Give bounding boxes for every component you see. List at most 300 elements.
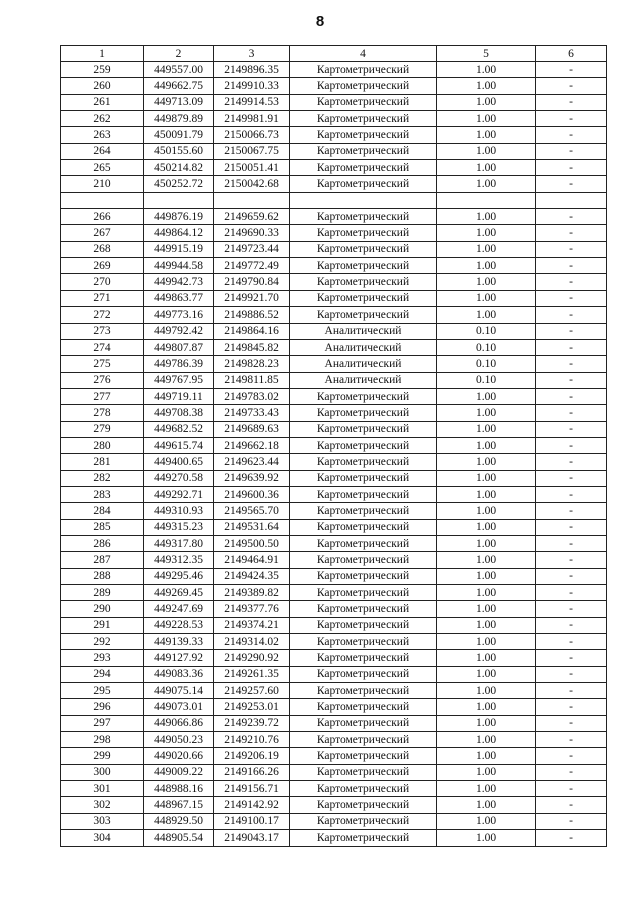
method-cell: Аналитический xyxy=(290,372,437,388)
x-coordinate-cell: 449317.80 xyxy=(144,535,214,551)
note-cell: - xyxy=(536,160,607,176)
note-cell: - xyxy=(536,323,607,339)
empty-cell xyxy=(290,192,437,208)
note-cell: - xyxy=(536,258,607,274)
point-number-cell: 259 xyxy=(61,62,144,78)
table-row xyxy=(61,258,607,274)
table-row xyxy=(61,715,607,731)
note-cell: - xyxy=(536,290,607,306)
table-row xyxy=(61,160,607,176)
table-row xyxy=(61,143,607,159)
header-row xyxy=(61,46,607,62)
table-row xyxy=(61,519,607,535)
accuracy-cell: 1.00 xyxy=(437,290,536,306)
note-cell: - xyxy=(536,617,607,633)
method-cell: Картометрический xyxy=(290,634,437,650)
y-coordinate-cell: 2150042.68 xyxy=(214,176,290,192)
x-coordinate-cell: 449863.77 xyxy=(144,290,214,306)
y-coordinate-cell: 2149253.01 xyxy=(214,699,290,715)
coordinates-table xyxy=(60,45,607,847)
y-coordinate-cell: 2149389.82 xyxy=(214,585,290,601)
method-cell: Картометрический xyxy=(290,732,437,748)
note-cell: - xyxy=(536,699,607,715)
x-coordinate-cell: 449915.19 xyxy=(144,241,214,257)
x-coordinate-cell: 449009.22 xyxy=(144,764,214,780)
y-coordinate-cell: 2149783.02 xyxy=(214,388,290,404)
x-coordinate-cell: 449083.36 xyxy=(144,666,214,682)
x-coordinate-cell: 449292.71 xyxy=(144,486,214,502)
accuracy-cell: 1.00 xyxy=(437,160,536,176)
x-coordinate-cell: 449066.86 xyxy=(144,715,214,731)
accuracy-cell: 1.00 xyxy=(437,388,536,404)
note-cell: - xyxy=(536,830,607,846)
point-number-cell: 274 xyxy=(61,339,144,355)
note-cell: - xyxy=(536,813,607,829)
method-cell: Аналитический xyxy=(290,323,437,339)
method-cell: Картометрический xyxy=(290,486,437,502)
x-coordinate-cell: 450091.79 xyxy=(144,127,214,143)
note-cell: - xyxy=(536,62,607,78)
note-cell: - xyxy=(536,241,607,257)
accuracy-cell: 1.00 xyxy=(437,78,536,94)
method-cell: Картометрический xyxy=(290,62,437,78)
y-coordinate-cell: 2149500.50 xyxy=(214,535,290,551)
note-cell: - xyxy=(536,421,607,437)
method-cell: Картометрический xyxy=(290,241,437,257)
note-cell: - xyxy=(536,486,607,502)
y-coordinate-cell: 2149910.33 xyxy=(214,78,290,94)
note-cell: - xyxy=(536,715,607,731)
x-coordinate-cell: 449879.89 xyxy=(144,111,214,127)
method-cell: Картометрический xyxy=(290,699,437,715)
point-number-cell: 265 xyxy=(61,160,144,176)
accuracy-cell: 1.00 xyxy=(437,699,536,715)
point-number-cell: 303 xyxy=(61,813,144,829)
accuracy-cell: 1.00 xyxy=(437,307,536,323)
note-cell: - xyxy=(536,437,607,453)
method-cell: Картометрический xyxy=(290,421,437,437)
point-number-cell: 291 xyxy=(61,617,144,633)
y-coordinate-cell: 2149690.33 xyxy=(214,225,290,241)
accuracy-cell: 1.00 xyxy=(437,601,536,617)
empty-cell xyxy=(61,192,144,208)
accuracy-cell: 1.00 xyxy=(437,535,536,551)
note-cell: - xyxy=(536,683,607,699)
method-cell: Картометрический xyxy=(290,535,437,551)
method-cell: Картометрический xyxy=(290,470,437,486)
note-cell: - xyxy=(536,388,607,404)
method-cell: Картометрический xyxy=(290,552,437,568)
column-header: 1 xyxy=(61,46,144,62)
x-coordinate-cell: 449792.42 xyxy=(144,323,214,339)
point-number-cell: 286 xyxy=(61,535,144,551)
y-coordinate-cell: 2149290.92 xyxy=(214,650,290,666)
x-coordinate-cell: 449295.46 xyxy=(144,568,214,584)
y-coordinate-cell: 2149565.70 xyxy=(214,503,290,519)
x-coordinate-cell: 449127.92 xyxy=(144,650,214,666)
y-coordinate-cell: 2149662.18 xyxy=(214,437,290,453)
point-number-cell: 294 xyxy=(61,666,144,682)
x-coordinate-cell: 449269.45 xyxy=(144,585,214,601)
point-number-cell: 278 xyxy=(61,405,144,421)
y-coordinate-cell: 2149723.44 xyxy=(214,241,290,257)
point-number-cell: 299 xyxy=(61,748,144,764)
point-number-cell: 281 xyxy=(61,454,144,470)
accuracy-cell: 1.00 xyxy=(437,225,536,241)
accuracy-cell: 1.00 xyxy=(437,127,536,143)
table-row xyxy=(61,323,607,339)
column-header: 6 xyxy=(536,46,607,62)
note-cell: - xyxy=(536,94,607,110)
table-row xyxy=(61,421,607,437)
x-coordinate-cell: 449247.69 xyxy=(144,601,214,617)
point-number-cell: 268 xyxy=(61,241,144,257)
accuracy-cell: 1.00 xyxy=(437,732,536,748)
method-cell: Картометрический xyxy=(290,307,437,323)
note-cell: - xyxy=(536,274,607,290)
x-coordinate-cell: 449807.87 xyxy=(144,339,214,355)
point-number-cell: 275 xyxy=(61,356,144,372)
method-cell: Картометрический xyxy=(290,715,437,731)
accuracy-cell: 1.00 xyxy=(437,634,536,650)
x-coordinate-cell: 450214.82 xyxy=(144,160,214,176)
table-row xyxy=(61,666,607,682)
table-row xyxy=(61,781,607,797)
table-row xyxy=(61,732,607,748)
empty-cell xyxy=(536,192,607,208)
y-coordinate-cell: 2149921.70 xyxy=(214,290,290,306)
table-row xyxy=(61,176,607,192)
note-cell: - xyxy=(536,519,607,535)
method-cell: Картометрический xyxy=(290,748,437,764)
accuracy-cell: 1.00 xyxy=(437,454,536,470)
point-number-cell: 290 xyxy=(61,601,144,617)
x-coordinate-cell: 449773.16 xyxy=(144,307,214,323)
column-header: 2 xyxy=(144,46,214,62)
point-number-cell: 292 xyxy=(61,634,144,650)
x-coordinate-cell: 449139.33 xyxy=(144,634,214,650)
table-row xyxy=(61,601,607,617)
accuracy-cell: 1.00 xyxy=(437,274,536,290)
y-coordinate-cell: 2149156.71 xyxy=(214,781,290,797)
table-row xyxy=(61,503,607,519)
point-number-cell: 260 xyxy=(61,78,144,94)
table-row xyxy=(61,241,607,257)
x-coordinate-cell: 450252.72 xyxy=(144,176,214,192)
accuracy-cell: 1.00 xyxy=(437,405,536,421)
method-cell: Картометрический xyxy=(290,437,437,453)
method-cell: Картометрический xyxy=(290,127,437,143)
method-cell: Картометрический xyxy=(290,830,437,846)
point-number-cell: 289 xyxy=(61,585,144,601)
table-row xyxy=(61,650,607,666)
point-number-cell: 298 xyxy=(61,732,144,748)
point-number-cell: 276 xyxy=(61,372,144,388)
accuracy-cell: 1.00 xyxy=(437,519,536,535)
note-cell: - xyxy=(536,585,607,601)
y-coordinate-cell: 2149531.64 xyxy=(214,519,290,535)
x-coordinate-cell: 449662.75 xyxy=(144,78,214,94)
accuracy-cell: 1.00 xyxy=(437,683,536,699)
coordinates-table-body xyxy=(61,46,607,847)
x-coordinate-cell: 449942.73 xyxy=(144,274,214,290)
point-number-cell: 304 xyxy=(61,830,144,846)
note-cell: - xyxy=(536,356,607,372)
point-number-cell: 293 xyxy=(61,650,144,666)
y-coordinate-cell: 2149845.82 xyxy=(214,339,290,355)
table-row xyxy=(61,683,607,699)
y-coordinate-cell: 2149374.21 xyxy=(214,617,290,633)
table-row xyxy=(61,568,607,584)
table-row xyxy=(61,62,607,78)
x-coordinate-cell: 450155.60 xyxy=(144,143,214,159)
table-row xyxy=(61,764,607,780)
method-cell: Картометрический xyxy=(290,388,437,404)
y-coordinate-cell: 2149689.63 xyxy=(214,421,290,437)
y-coordinate-cell: 2149314.02 xyxy=(214,634,290,650)
empty-cell xyxy=(144,192,214,208)
column-header: 3 xyxy=(214,46,290,62)
y-coordinate-cell: 2149239.72 xyxy=(214,715,290,731)
method-cell: Картометрический xyxy=(290,519,437,535)
method-cell: Картометрический xyxy=(290,290,437,306)
method-cell: Картометрический xyxy=(290,111,437,127)
point-number-cell: 287 xyxy=(61,552,144,568)
y-coordinate-cell: 2149828.23 xyxy=(214,356,290,372)
table-row xyxy=(61,94,607,110)
accuracy-cell: 1.00 xyxy=(437,143,536,159)
point-number-cell: 269 xyxy=(61,258,144,274)
accuracy-cell: 1.00 xyxy=(437,568,536,584)
note-cell: - xyxy=(536,307,607,323)
method-cell: Картометрический xyxy=(290,683,437,699)
note-cell: - xyxy=(536,339,607,355)
table-row xyxy=(61,339,607,355)
accuracy-cell: 1.00 xyxy=(437,94,536,110)
note-cell: - xyxy=(536,127,607,143)
table-row xyxy=(61,307,607,323)
accuracy-cell: 1.00 xyxy=(437,258,536,274)
table-row xyxy=(61,356,607,372)
method-cell: Картометрический xyxy=(290,585,437,601)
x-coordinate-cell: 449050.23 xyxy=(144,732,214,748)
page-number: 8 xyxy=(315,13,325,30)
x-coordinate-cell: 448929.50 xyxy=(144,813,214,829)
note-cell: - xyxy=(536,405,607,421)
x-coordinate-cell: 448905.54 xyxy=(144,830,214,846)
accuracy-cell: 0.10 xyxy=(437,372,536,388)
y-coordinate-cell: 2149377.76 xyxy=(214,601,290,617)
x-coordinate-cell: 449615.74 xyxy=(144,437,214,453)
method-cell: Картометрический xyxy=(290,617,437,633)
x-coordinate-cell: 449864.12 xyxy=(144,225,214,241)
table-row xyxy=(61,454,607,470)
accuracy-cell: 1.00 xyxy=(437,830,536,846)
table-row xyxy=(61,585,607,601)
point-number-cell: 302 xyxy=(61,797,144,813)
accuracy-cell: 1.00 xyxy=(437,486,536,502)
x-coordinate-cell: 449400.65 xyxy=(144,454,214,470)
accuracy-cell: 0.10 xyxy=(437,339,536,355)
table-row xyxy=(61,111,607,127)
column-header: 5 xyxy=(437,46,536,62)
y-coordinate-cell: 2150051.41 xyxy=(214,160,290,176)
point-number-cell: 210 xyxy=(61,176,144,192)
point-number-cell: 261 xyxy=(61,94,144,110)
method-cell: Картометрический xyxy=(290,225,437,241)
x-coordinate-cell: 449312.35 xyxy=(144,552,214,568)
x-coordinate-cell: 448967.15 xyxy=(144,797,214,813)
accuracy-cell: 1.00 xyxy=(437,176,536,192)
x-coordinate-cell: 449719.11 xyxy=(144,388,214,404)
note-cell: - xyxy=(536,111,607,127)
table-row xyxy=(61,290,607,306)
point-number-cell: 285 xyxy=(61,519,144,535)
method-cell: Картометрический xyxy=(290,405,437,421)
y-coordinate-cell: 2149210.76 xyxy=(214,732,290,748)
x-coordinate-cell: 449310.93 xyxy=(144,503,214,519)
method-cell: Картометрический xyxy=(290,813,437,829)
point-number-cell: 300 xyxy=(61,764,144,780)
method-cell: Картометрический xyxy=(290,209,437,225)
y-coordinate-cell: 2149623.44 xyxy=(214,454,290,470)
point-number-cell: 288 xyxy=(61,568,144,584)
accuracy-cell: 0.10 xyxy=(437,323,536,339)
table-row xyxy=(61,372,607,388)
accuracy-cell: 1.00 xyxy=(437,797,536,813)
note-cell: - xyxy=(536,568,607,584)
table-row xyxy=(61,388,607,404)
x-coordinate-cell: 449315.23 xyxy=(144,519,214,535)
accuracy-cell: 1.00 xyxy=(437,503,536,519)
point-number-cell: 301 xyxy=(61,781,144,797)
y-coordinate-cell: 2149896.35 xyxy=(214,62,290,78)
note-cell: - xyxy=(536,372,607,388)
table-row xyxy=(61,470,607,486)
accuracy-cell: 0.10 xyxy=(437,356,536,372)
point-number-cell: 282 xyxy=(61,470,144,486)
accuracy-cell: 1.00 xyxy=(437,764,536,780)
x-coordinate-cell: 449270.58 xyxy=(144,470,214,486)
table-row xyxy=(61,748,607,764)
method-cell: Картометрический xyxy=(290,78,437,94)
table-row xyxy=(61,78,607,94)
y-coordinate-cell: 2149914.53 xyxy=(214,94,290,110)
accuracy-cell: 1.00 xyxy=(437,62,536,78)
point-number-cell: 283 xyxy=(61,486,144,502)
note-cell: - xyxy=(536,454,607,470)
accuracy-cell: 1.00 xyxy=(437,111,536,127)
note-cell: - xyxy=(536,601,607,617)
point-number-cell: 267 xyxy=(61,225,144,241)
method-cell: Картометрический xyxy=(290,258,437,274)
x-coordinate-cell: 449075.14 xyxy=(144,683,214,699)
point-number-cell: 272 xyxy=(61,307,144,323)
accuracy-cell: 1.00 xyxy=(437,209,536,225)
table-row xyxy=(61,209,607,225)
point-number-cell: 262 xyxy=(61,111,144,127)
x-coordinate-cell: 449557.00 xyxy=(144,62,214,78)
table-row xyxy=(61,797,607,813)
x-coordinate-cell: 448988.16 xyxy=(144,781,214,797)
column-header: 4 xyxy=(290,46,437,62)
point-number-cell: 263 xyxy=(61,127,144,143)
y-coordinate-cell: 2149659.62 xyxy=(214,209,290,225)
y-coordinate-cell: 2149261.35 xyxy=(214,666,290,682)
point-number-cell: 297 xyxy=(61,715,144,731)
method-cell: Картометрический xyxy=(290,274,437,290)
table-row xyxy=(61,535,607,551)
x-coordinate-cell: 449876.19 xyxy=(144,209,214,225)
note-cell: - xyxy=(536,781,607,797)
method-cell: Картометрический xyxy=(290,176,437,192)
method-cell: Картометрический xyxy=(290,143,437,159)
note-cell: - xyxy=(536,470,607,486)
accuracy-cell: 1.00 xyxy=(437,241,536,257)
y-coordinate-cell: 2149981.91 xyxy=(214,111,290,127)
note-cell: - xyxy=(536,209,607,225)
y-coordinate-cell: 2149811.85 xyxy=(214,372,290,388)
y-coordinate-cell: 2149206.19 xyxy=(214,748,290,764)
table-row xyxy=(61,405,607,421)
y-coordinate-cell: 2149600.36 xyxy=(214,486,290,502)
method-cell: Картометрический xyxy=(290,797,437,813)
table-row xyxy=(61,830,607,846)
method-cell: Картометрический xyxy=(290,160,437,176)
y-coordinate-cell: 2149790.84 xyxy=(214,274,290,290)
note-cell: - xyxy=(536,503,607,519)
table-row xyxy=(61,486,607,502)
point-number-cell: 264 xyxy=(61,143,144,159)
table-row xyxy=(61,699,607,715)
accuracy-cell: 1.00 xyxy=(437,748,536,764)
table-row xyxy=(61,225,607,241)
method-cell: Картометрический xyxy=(290,94,437,110)
accuracy-cell: 1.00 xyxy=(437,585,536,601)
empty-cell xyxy=(437,192,536,208)
point-number-cell: 271 xyxy=(61,290,144,306)
point-number-cell: 296 xyxy=(61,699,144,715)
table-row xyxy=(61,437,607,453)
accuracy-cell: 1.00 xyxy=(437,617,536,633)
x-coordinate-cell: 449713.09 xyxy=(144,94,214,110)
point-number-cell: 280 xyxy=(61,437,144,453)
note-cell: - xyxy=(536,797,607,813)
accuracy-cell: 1.00 xyxy=(437,552,536,568)
accuracy-cell: 1.00 xyxy=(437,470,536,486)
method-cell: Картометрический xyxy=(290,666,437,682)
note-cell: - xyxy=(536,764,607,780)
y-coordinate-cell: 2149886.52 xyxy=(214,307,290,323)
method-cell: Картометрический xyxy=(290,781,437,797)
accuracy-cell: 1.00 xyxy=(437,781,536,797)
note-cell: - xyxy=(536,552,607,568)
y-coordinate-cell: 2149864.16 xyxy=(214,323,290,339)
method-cell: Картометрический xyxy=(290,601,437,617)
accuracy-cell: 1.00 xyxy=(437,715,536,731)
accuracy-cell: 1.00 xyxy=(437,666,536,682)
method-cell: Картометрический xyxy=(290,568,437,584)
note-cell: - xyxy=(536,176,607,192)
x-coordinate-cell: 449708.38 xyxy=(144,405,214,421)
empty-cell xyxy=(214,192,290,208)
y-coordinate-cell: 2149257.60 xyxy=(214,683,290,699)
note-cell: - xyxy=(536,732,607,748)
accuracy-cell: 1.00 xyxy=(437,650,536,666)
accuracy-cell: 1.00 xyxy=(437,813,536,829)
point-number-cell: 273 xyxy=(61,323,144,339)
table-row xyxy=(61,634,607,650)
